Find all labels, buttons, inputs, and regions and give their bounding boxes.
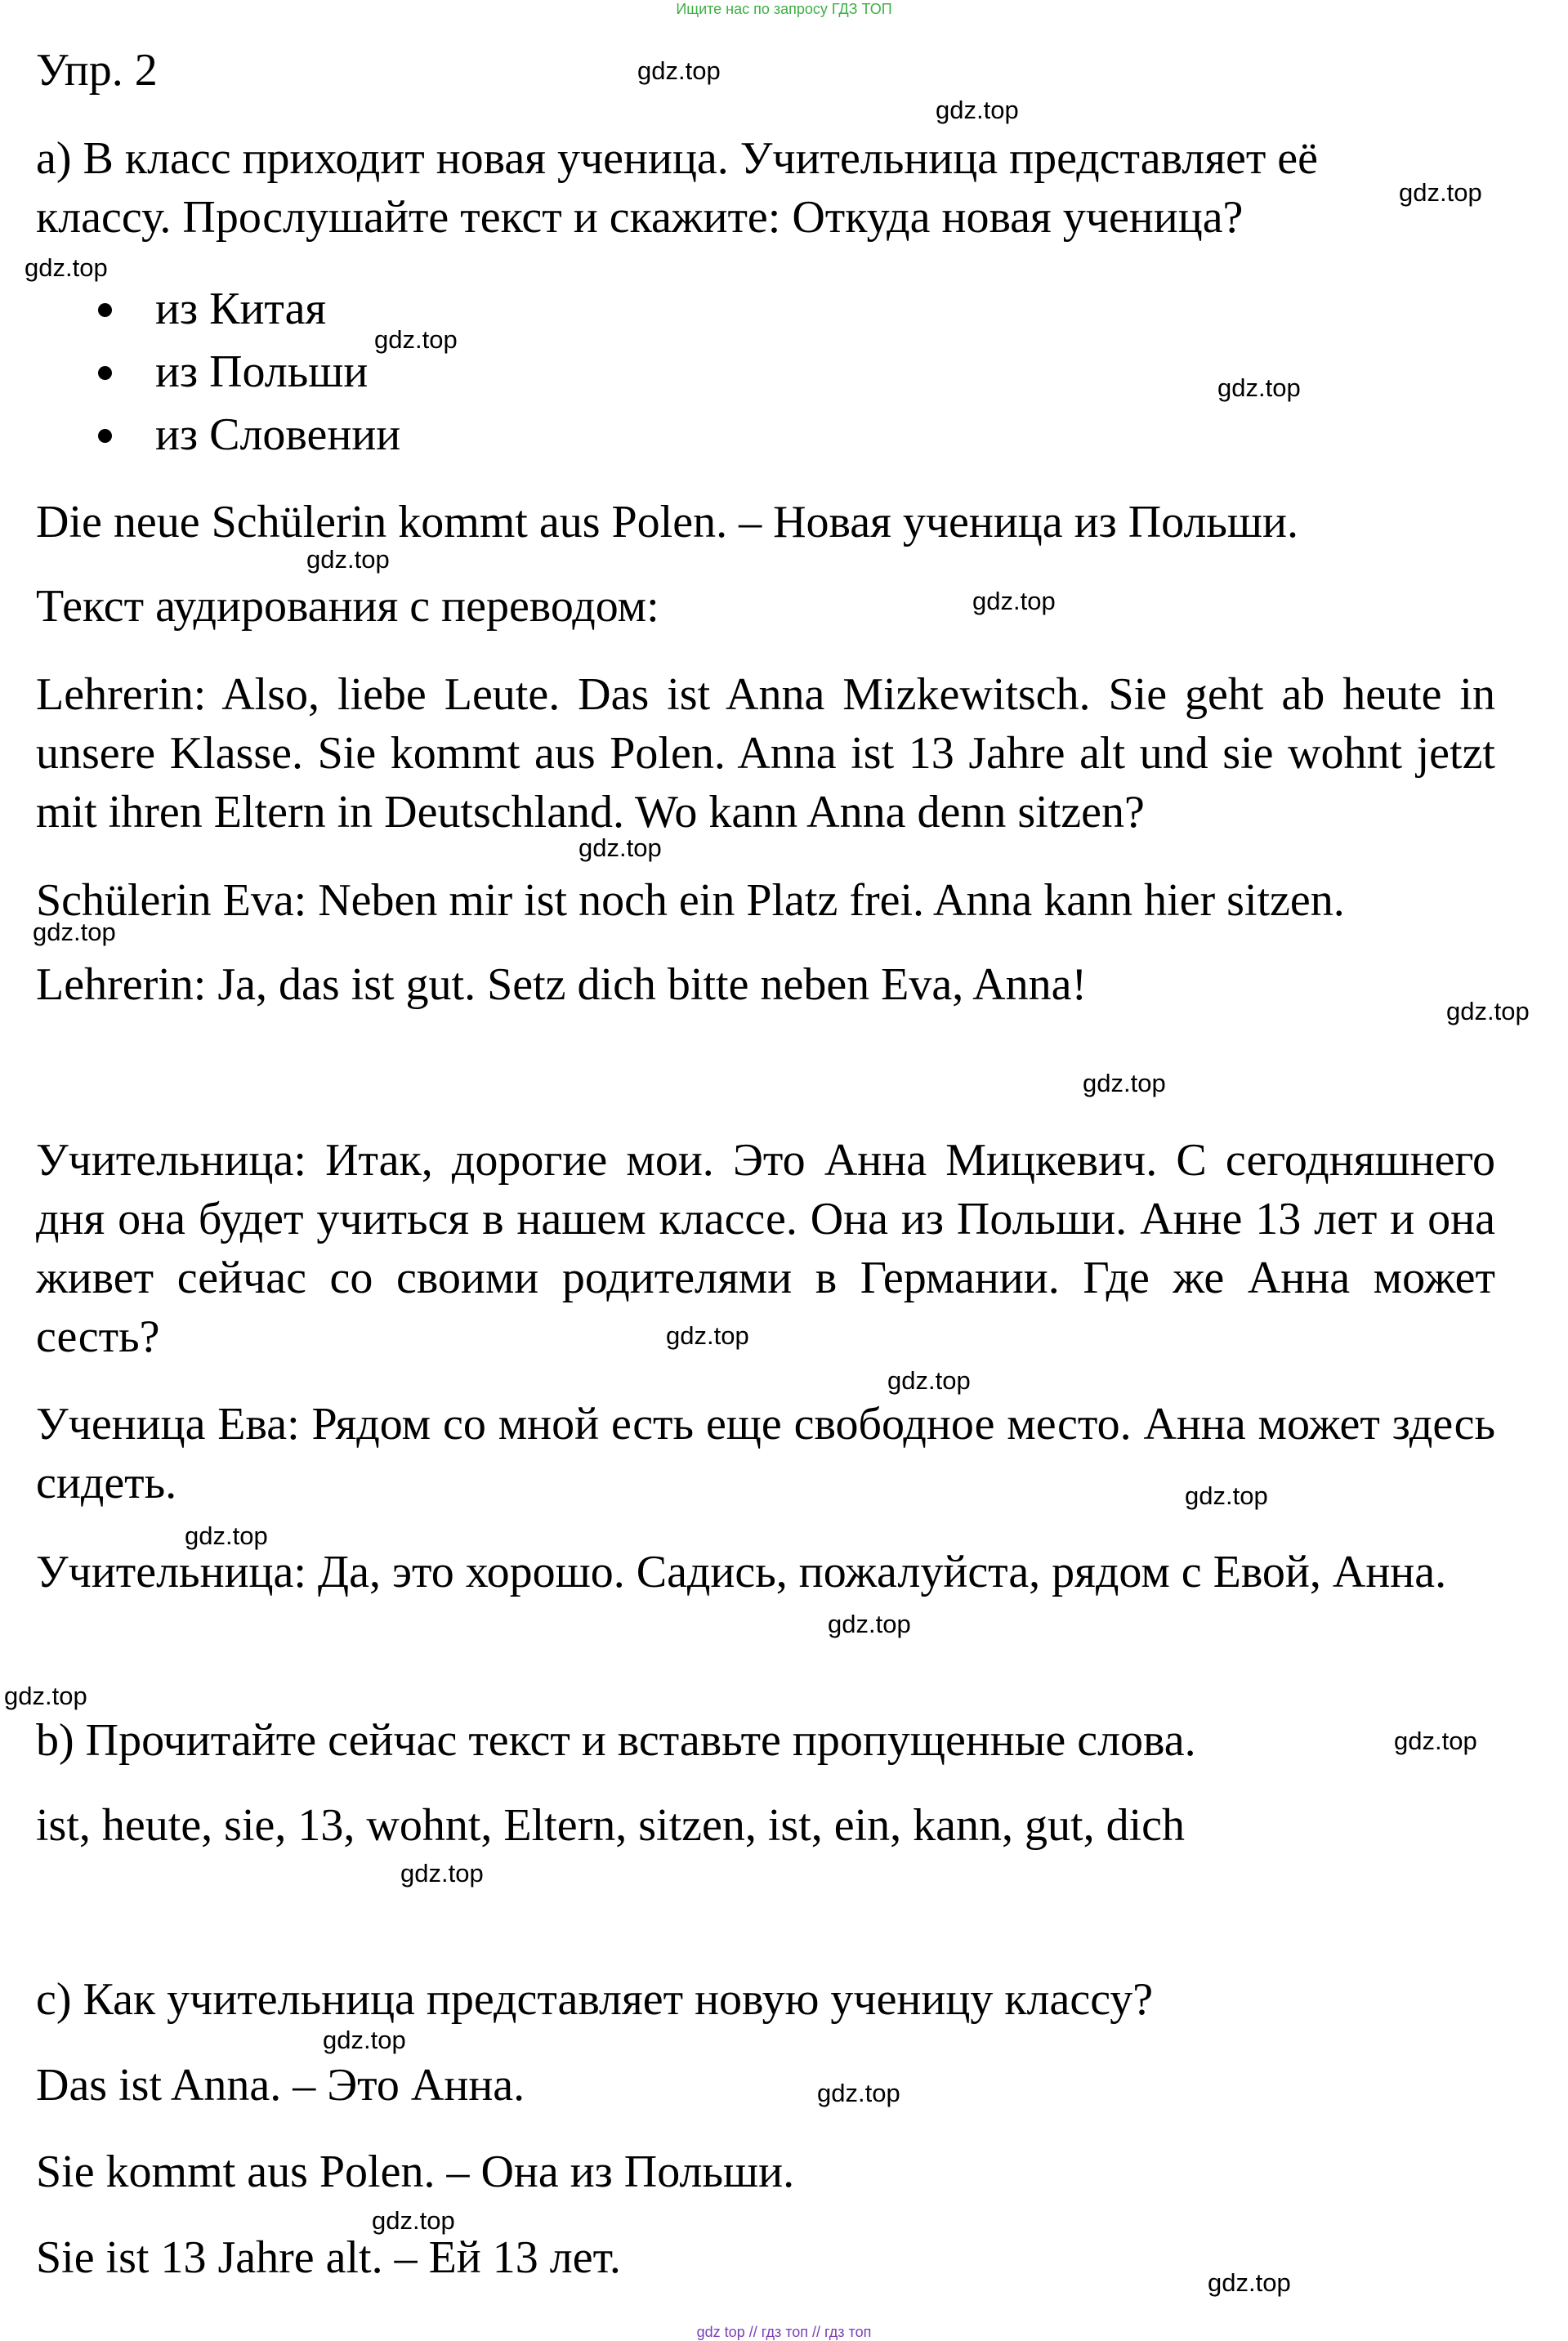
russian-eva-line: Ученица Ева: Рядом со мной есть еще свободное место. Анна может здесь сидеть.	[36, 1399, 1495, 1508]
russian-teacher-line-1: Учительница: Итак, дорогие мои. Это Анна Мицкевич. С сегодняшнего дня она будет учиться в нашем классе. Она из Польши. Анне 13 лет и она живет сейчас со своими родителями в Германии. Где же Анна может сесть?	[36, 1135, 1495, 1362]
watermark-text: gdz.top	[972, 587, 1056, 615]
bullet-icon	[98, 303, 112, 317]
watermark-text: gdz.top	[25, 253, 108, 282]
word-list: ist, heute, sie, 13, wohnt, Eltern, sitzen, ist, ein, kann, gut, dich	[36, 1800, 1185, 1851]
transcript-heading: Текст аудирования с переводом:	[36, 581, 659, 632]
bullet-icon	[98, 429, 112, 443]
watermark-text: gdz.top	[1446, 997, 1530, 1025]
exercise-title: Упр. 2	[36, 45, 158, 96]
option-item	[98, 279, 326, 338]
watermark-text: gdz.top	[936, 96, 1019, 124]
watermark-text: gdz.top	[887, 1366, 971, 1395]
german-eva-line: Schülerin Eva: Neben mir ist noch ein Platz frei. Anna kann hier sitzen.	[36, 875, 1345, 926]
watermark-text: gdz.top	[1185, 1481, 1268, 1510]
german-teacher-line-2: Lehrerin: Ja, das ist gut. Setz dich bitte neben Eva, Anna!	[36, 959, 1088, 1010]
watermark-text: gdz.top	[1208, 2268, 1291, 2297]
option-label: из Словении	[155, 409, 401, 460]
top-banner: Ищите нас по запросу ГДЗ ТОП	[676, 1, 892, 17]
option-item	[98, 405, 400, 464]
answer-c-2: Sie kommt aus Polen. – Она из Польши.	[36, 2147, 795, 2197]
option-label: из Китая	[155, 284, 327, 334]
watermark-text: gdz.top	[185, 1521, 268, 1550]
watermark-text: gdz.top	[1399, 178, 1482, 207]
task-a-line-1: а) В класс приходит новая ученица. Учительница представляет её	[36, 133, 1319, 184]
option-item	[98, 342, 368, 401]
russian-teacher-line-2: Учительница: Да, это хорошо. Садись, пожалуйста, рядом с Евой, Анна.	[36, 1547, 1447, 1597]
task-a-line-2: классу. Прослушайте текст и скажите: Откуда новая ученица?	[36, 192, 1244, 243]
watermark-text: gdz.top	[372, 2206, 455, 2235]
bullet-icon	[98, 366, 112, 380]
answer-c-3: Sie ist 13 Jahre alt. – Ей 13 лет.	[36, 2232, 621, 2283]
watermark-text: gdz.top	[637, 56, 721, 85]
watermark-text: gdz.top	[323, 2026, 406, 2054]
watermark-text: gdz.top	[400, 1859, 484, 1888]
watermark-text: gdz.top	[4, 1682, 87, 1710]
watermark-text: gdz.top	[1217, 373, 1301, 402]
task-c: c) Как учительница представляет новую ученицу классу?	[36, 1974, 1154, 2025]
option-label: из Польши	[155, 346, 369, 397]
answer-a: Die neue Schülerin kommt aus Polen. – Новая ученица из Польши.	[36, 497, 1298, 547]
task-b: b) Прочитайте сейчас текст и вставьте пропущенные слова.	[36, 1715, 1196, 1766]
watermark-text: gdz.top	[33, 918, 116, 946]
watermark-text: gdz.top	[1394, 1727, 1477, 1755]
watermark-text: gdz.top	[817, 2079, 900, 2107]
watermark-text: gdz.top	[579, 833, 662, 862]
answer-c-1: Das ist Anna. – Это Анна.	[36, 2060, 525, 2111]
german-teacher-line-1: Lehrerin: Also, liebe Leute. Das ist Anna Mizkewitsch. Sie geht ab heute in unsere Klasse. Sie kommt aus Polen. Anna ist 13 Jahre alt und sie wohnt jetzt mit ihren Eltern in Deutschland. Wo kann Anna denn sitzen?	[36, 669, 1495, 838]
watermark-text: gdz.top	[666, 1321, 749, 1350]
watermark-text: gdz.top	[374, 325, 458, 354]
watermark-text: gdz.top	[828, 1610, 911, 1638]
watermark-text: gdz.top	[1083, 1069, 1166, 1097]
watermark-text: gdz.top	[306, 545, 390, 574]
bottom-banner: gdz top // гдз топ // гдз топ	[696, 2324, 872, 2340]
